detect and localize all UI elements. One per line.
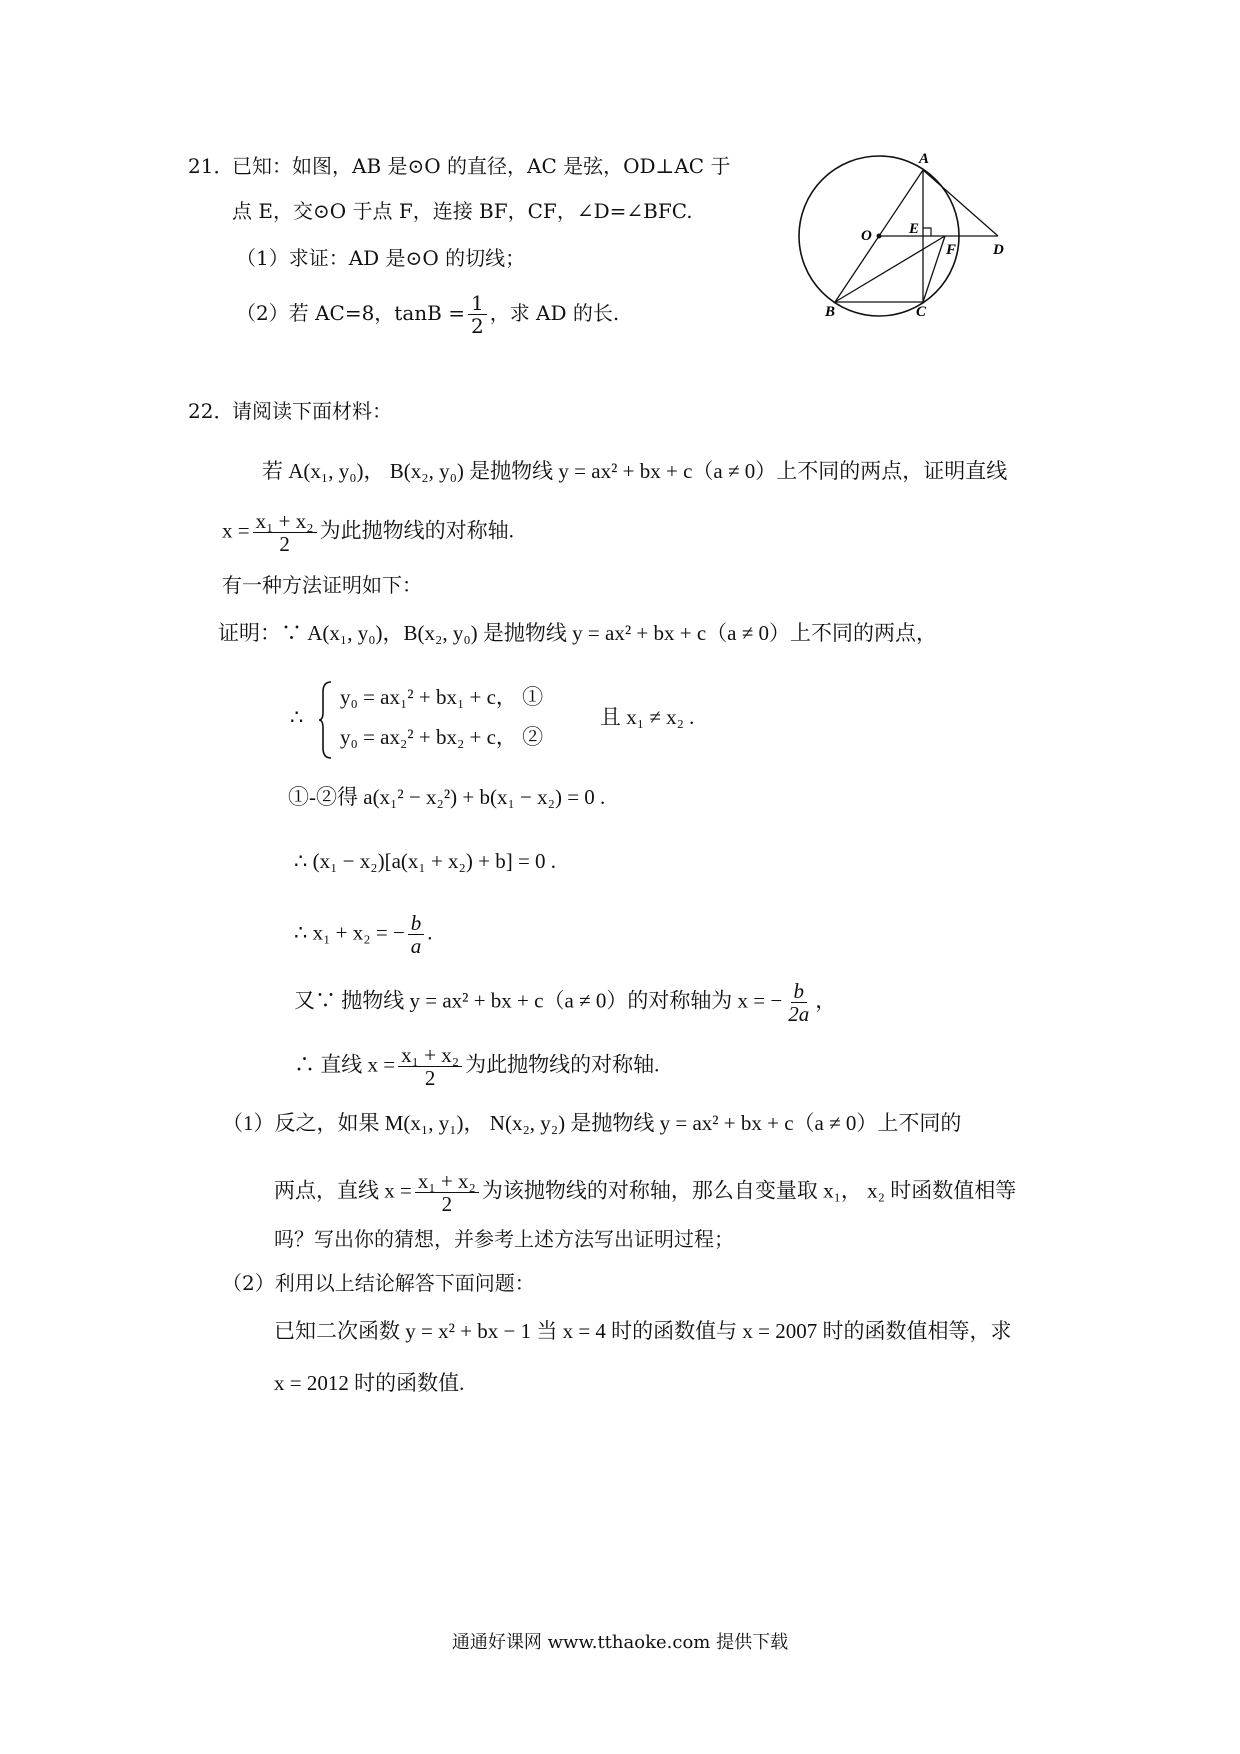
q22-part1-denominator: 2: [441, 1192, 453, 1216]
q22-equation-1: y₀ = ax₁² + bx₁ + c， ①: [340, 685, 544, 709]
label-f: F: [946, 242, 957, 258]
q22-and-condition: 且 x₁ ≠ x₂ .: [600, 705, 695, 729]
q22-step-3-denominator: a: [410, 934, 422, 958]
q22-step-2: ∴ (x₁ − x₂)[a(x₁ + x₂) + b] = 0 .: [294, 849, 557, 873]
q22-part1-line3: 吗？写出你的猜想，并参考上述方法写出证明过程；: [274, 1227, 734, 1251]
equation-brace: [318, 680, 332, 760]
segment-bf: [835, 236, 945, 302]
label-e: E: [909, 221, 920, 237]
label-o: O: [861, 228, 872, 244]
page-footer: 通通好课网 www.tthaoke.com 提供下载: [451, 1632, 789, 1653]
label-c: C: [916, 304, 927, 320]
q21-tan-fraction: [468, 292, 487, 337]
q22-therefore-1: ∴: [290, 705, 304, 729]
q22-step-5-fraction: [398, 1044, 462, 1089]
q22-step-5-prefix: ∴ 直线 x =: [294, 1052, 396, 1077]
q22-step-3-prefix: ∴ x₁ + x₂ = −: [294, 920, 405, 945]
right-angle-mark: [923, 228, 931, 236]
q22-statement-fraction: [253, 510, 317, 555]
center-point: [877, 234, 882, 239]
q21-tan-numerator: 1: [468, 292, 487, 315]
q22-statement-b: [222, 510, 514, 555]
q22-statement-a: 若 A(x₁, y₀)， B(x₂, y₀) 是抛物线 y = ax² + bx + c（a ≠ 0）上不同的两点，证明直线: [262, 459, 1008, 483]
q22-step-4-suffix: ，: [815, 988, 837, 1013]
q21-line2: 点 E，交⊙O 于点 F，连接 BF，CF，∠D=∠BFC.: [232, 199, 693, 223]
q22-step-4-denominator: 2a: [788, 1002, 810, 1026]
q21-number: 21．: [188, 154, 234, 178]
q22-step-5-denominator: 2: [424, 1066, 436, 1090]
q22-step-4: [294, 980, 836, 1025]
q22-part1-line2: [274, 1170, 1016, 1215]
label-b: B: [825, 304, 836, 320]
q22-part2-line1: 已知二次函数 y = x² + bx − 1 当 x = 4 时的函数值与 x = 2007 时的函数值相等，求: [274, 1319, 1012, 1343]
q21-tan-denominator: 2: [470, 314, 484, 338]
label-d: D: [993, 242, 1004, 258]
q21-line1: 已知：如图，AB 是⊙O 的直径，AC 是弦，OD⊥AC 于: [232, 154, 731, 178]
segment-ad: [923, 170, 998, 236]
q22-statement-b-prefix: x =: [222, 518, 250, 543]
q22-part2-title: （2）利用以上结论解答下面问题：: [222, 1271, 535, 1295]
q22-part1-fraction: [415, 1170, 479, 1215]
q21-part2: [236, 292, 619, 337]
q21-part2-suffix: ，求 AD 的长.: [489, 301, 620, 325]
segment-cf: [923, 236, 945, 302]
q22-step-4-fraction: [785, 980, 812, 1025]
q22-intro: 请阅读下面材料：: [232, 399, 392, 423]
q22-statement-denominator: 2: [279, 532, 290, 556]
q22-part1-numerator: x₁ + x₂: [415, 1170, 479, 1193]
q22-part2-line2: x = 2012 时的函数值.: [274, 1371, 465, 1395]
q22-step-5-numerator: x₁ + x₂: [398, 1044, 462, 1067]
q22-equation-2: y₀ = ax₂² + bx₂ + c， ②: [340, 725, 544, 749]
q21-part2-prefix: （2）若 AC=8，tanB =: [236, 301, 465, 325]
q22-step-3-fraction: [408, 912, 425, 957]
q22-step-3-suffix: .: [427, 920, 433, 945]
q22-part1-line1: （1）反之，如果 M(x₁, y₁)， N(x₂, y₂) 是抛物线 y = ax² + bx + c（a ≠ 0）上不同的: [222, 1111, 962, 1135]
q21-part1: （1）求证：AD 是⊙O 的切线；: [236, 246, 526, 270]
q22-step-3: [294, 912, 433, 957]
q22-proof-start: 证明：∵ A(x₁, y₀)，B(x₂, y₀) 是抛物线 y = ax² + bx + c（a ≠ 0）上不同的两点，: [218, 621, 937, 645]
q22-statement-numerator: x₁ + x₂: [253, 510, 317, 533]
q21-geometry-figure: [795, 150, 1015, 320]
q22-method: 有一种方法证明如下：: [222, 573, 422, 597]
q22-part1-line2-prefix: 两点，直线 x =: [274, 1178, 412, 1203]
label-a: A: [919, 151, 930, 167]
q22-statement-b-suffix: 为此抛物线的对称轴.: [319, 518, 514, 543]
q22-step-5-suffix: 为此抛物线的对称轴.: [465, 1052, 660, 1077]
q22-part1-line2-suffix: 为该抛物线的对称轴，那么自变量取 x₁， x₂ 时函数值相等: [481, 1178, 1017, 1203]
q22-step-4-numerator: b: [791, 980, 808, 1003]
q22-step-5: [294, 1044, 659, 1089]
q22-number: 22．: [188, 399, 234, 423]
q22-step-1: ①-②得 a(x₁² − x₂²) + b(x₁ − x₂) = 0 .: [288, 785, 606, 809]
q22-step-3-numerator: b: [408, 912, 425, 935]
q22-step-4-prefix: 又∵ 抛物线 y = ax² + bx + c（a ≠ 0）的对称轴为 x = −: [294, 988, 783, 1013]
